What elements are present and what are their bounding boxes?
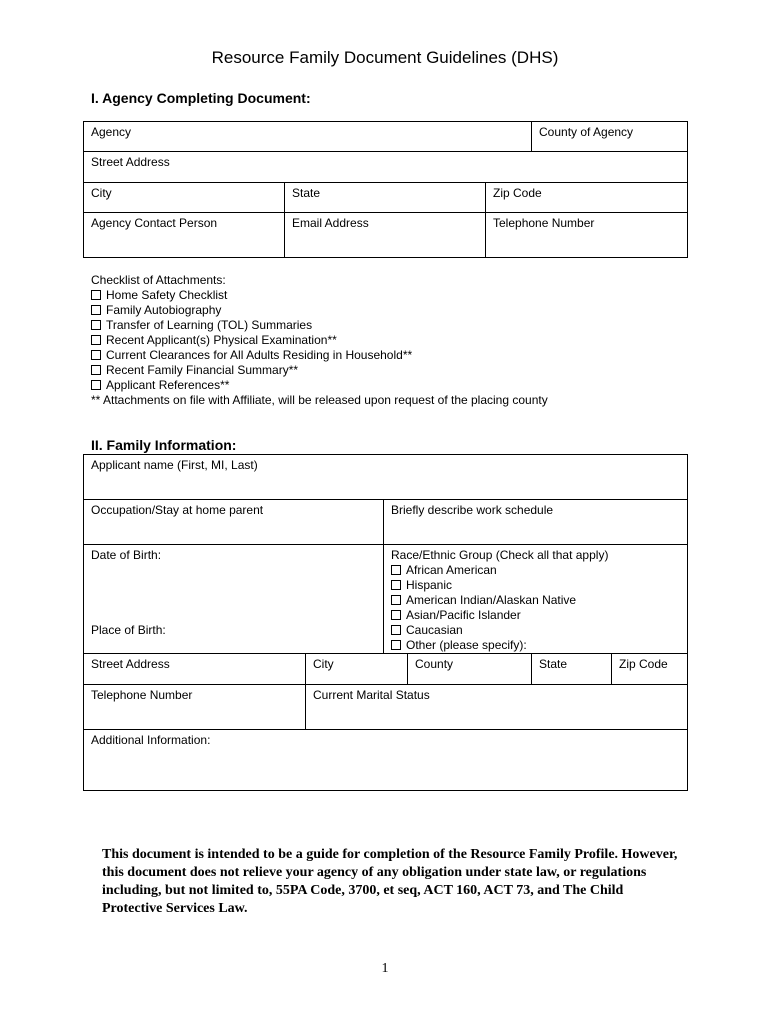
email-field[interactable]: Email Address	[285, 213, 486, 258]
checkbox-icon[interactable]	[91, 290, 101, 300]
pob-field[interactable]: Place of Birth:	[91, 623, 166, 637]
contact-person-field[interactable]: Agency Contact Person	[84, 213, 285, 258]
checklist-heading: Checklist of Attachments:	[91, 273, 226, 287]
checkbox-icon[interactable]	[91, 335, 101, 345]
agency-table	[83, 121, 688, 258]
race-option[interactable]: Hispanic	[391, 578, 680, 593]
race-option[interactable]: American Indian/Alaskan Native	[391, 593, 680, 608]
checkbox-icon[interactable]	[91, 350, 101, 360]
checklist-item[interactable]: Transfer of Learning (TOL) Summaries	[91, 318, 548, 333]
attachments-checklist	[91, 273, 548, 408]
county-field[interactable]: County	[408, 654, 532, 685]
checkbox-icon[interactable]	[391, 565, 401, 575]
city-field[interactable]: City	[84, 183, 285, 213]
birth-info-cell	[84, 545, 384, 654]
street-address-field-2[interactable]: Street Address	[84, 654, 306, 685]
additional-info-field[interactable]: Additional Information:	[84, 730, 688, 791]
disclaimer-text: This document is intended to be a guide for completion of the Resource Family Profile. However, this document does not relieve your agency of any obligation under state law, or regulations including, but not limited to, 55PA Code, 3700, et seq, ACT 160, ACT 73, and The Child Protective Services Law.	[102, 847, 678, 916]
occupation-field[interactable]: Occupation/Stay at home parent	[84, 500, 384, 545]
agency-field[interactable]: Agency	[84, 122, 532, 152]
checkbox-icon[interactable]	[391, 595, 401, 605]
state-field-2[interactable]: State	[532, 654, 612, 685]
work-schedule-field[interactable]: Briefly describe work schedule	[384, 500, 688, 545]
zip-code-field-2[interactable]: Zip Code	[612, 654, 688, 685]
checklist-item[interactable]: Recent Family Financial Summary**	[91, 363, 548, 378]
section-heading-agency: I. Agency Completing Document:	[91, 90, 311, 106]
family-table	[83, 454, 688, 791]
checklist-footnote: ** Attachments on file with Affiliate, will be released upon request of the placing county	[91, 393, 548, 407]
state-field[interactable]: State	[285, 183, 486, 213]
race-cell	[384, 545, 688, 654]
checkbox-icon[interactable]	[91, 365, 101, 375]
checkbox-icon[interactable]	[391, 640, 401, 650]
applicant-name-field[interactable]: Applicant name (First, MI, Last)	[84, 455, 688, 500]
race-option[interactable]: Asian/Pacific Islander	[391, 608, 680, 623]
checklist-item[interactable]: Current Clearances for All Adults Residing in Household**	[91, 348, 548, 363]
race-option[interactable]: African American	[391, 563, 680, 578]
street-address-field[interactable]: Street Address	[84, 152, 688, 183]
city-field-2[interactable]: City	[306, 654, 408, 685]
checklist-item[interactable]: Home Safety Checklist	[91, 288, 548, 303]
checkbox-icon[interactable]	[391, 625, 401, 635]
race-option[interactable]: Other (please specify):	[391, 638, 680, 653]
section-heading-family: II. Family Information:	[91, 437, 237, 453]
telephone-field[interactable]: Telephone Number	[486, 213, 688, 258]
race-option[interactable]: Caucasian	[391, 623, 680, 638]
county-of-agency-field[interactable]: County of Agency	[532, 122, 688, 152]
page-title: Resource Family Document Guidelines (DHS)	[211, 48, 559, 67]
race-heading: Race/Ethnic Group (Check all that apply)	[391, 548, 609, 562]
marital-status-field[interactable]: Current Marital Status	[306, 685, 688, 730]
checkbox-icon[interactable]	[391, 610, 401, 620]
dob-field[interactable]: Date of Birth:	[91, 548, 162, 562]
checkbox-icon[interactable]	[391, 580, 401, 590]
checkbox-icon[interactable]	[91, 380, 101, 390]
checkbox-icon[interactable]	[91, 320, 101, 330]
checklist-item[interactable]: Applicant References**	[91, 378, 548, 393]
telephone-field-2[interactable]: Telephone Number	[84, 685, 306, 730]
zip-code-field[interactable]: Zip Code	[486, 183, 688, 213]
checklist-item[interactable]: Recent Applicant(s) Physical Examination**	[91, 333, 548, 348]
checkbox-icon[interactable]	[91, 305, 101, 315]
checklist-item[interactable]: Family Autobiography	[91, 303, 548, 318]
page-number: 1	[381, 961, 389, 976]
